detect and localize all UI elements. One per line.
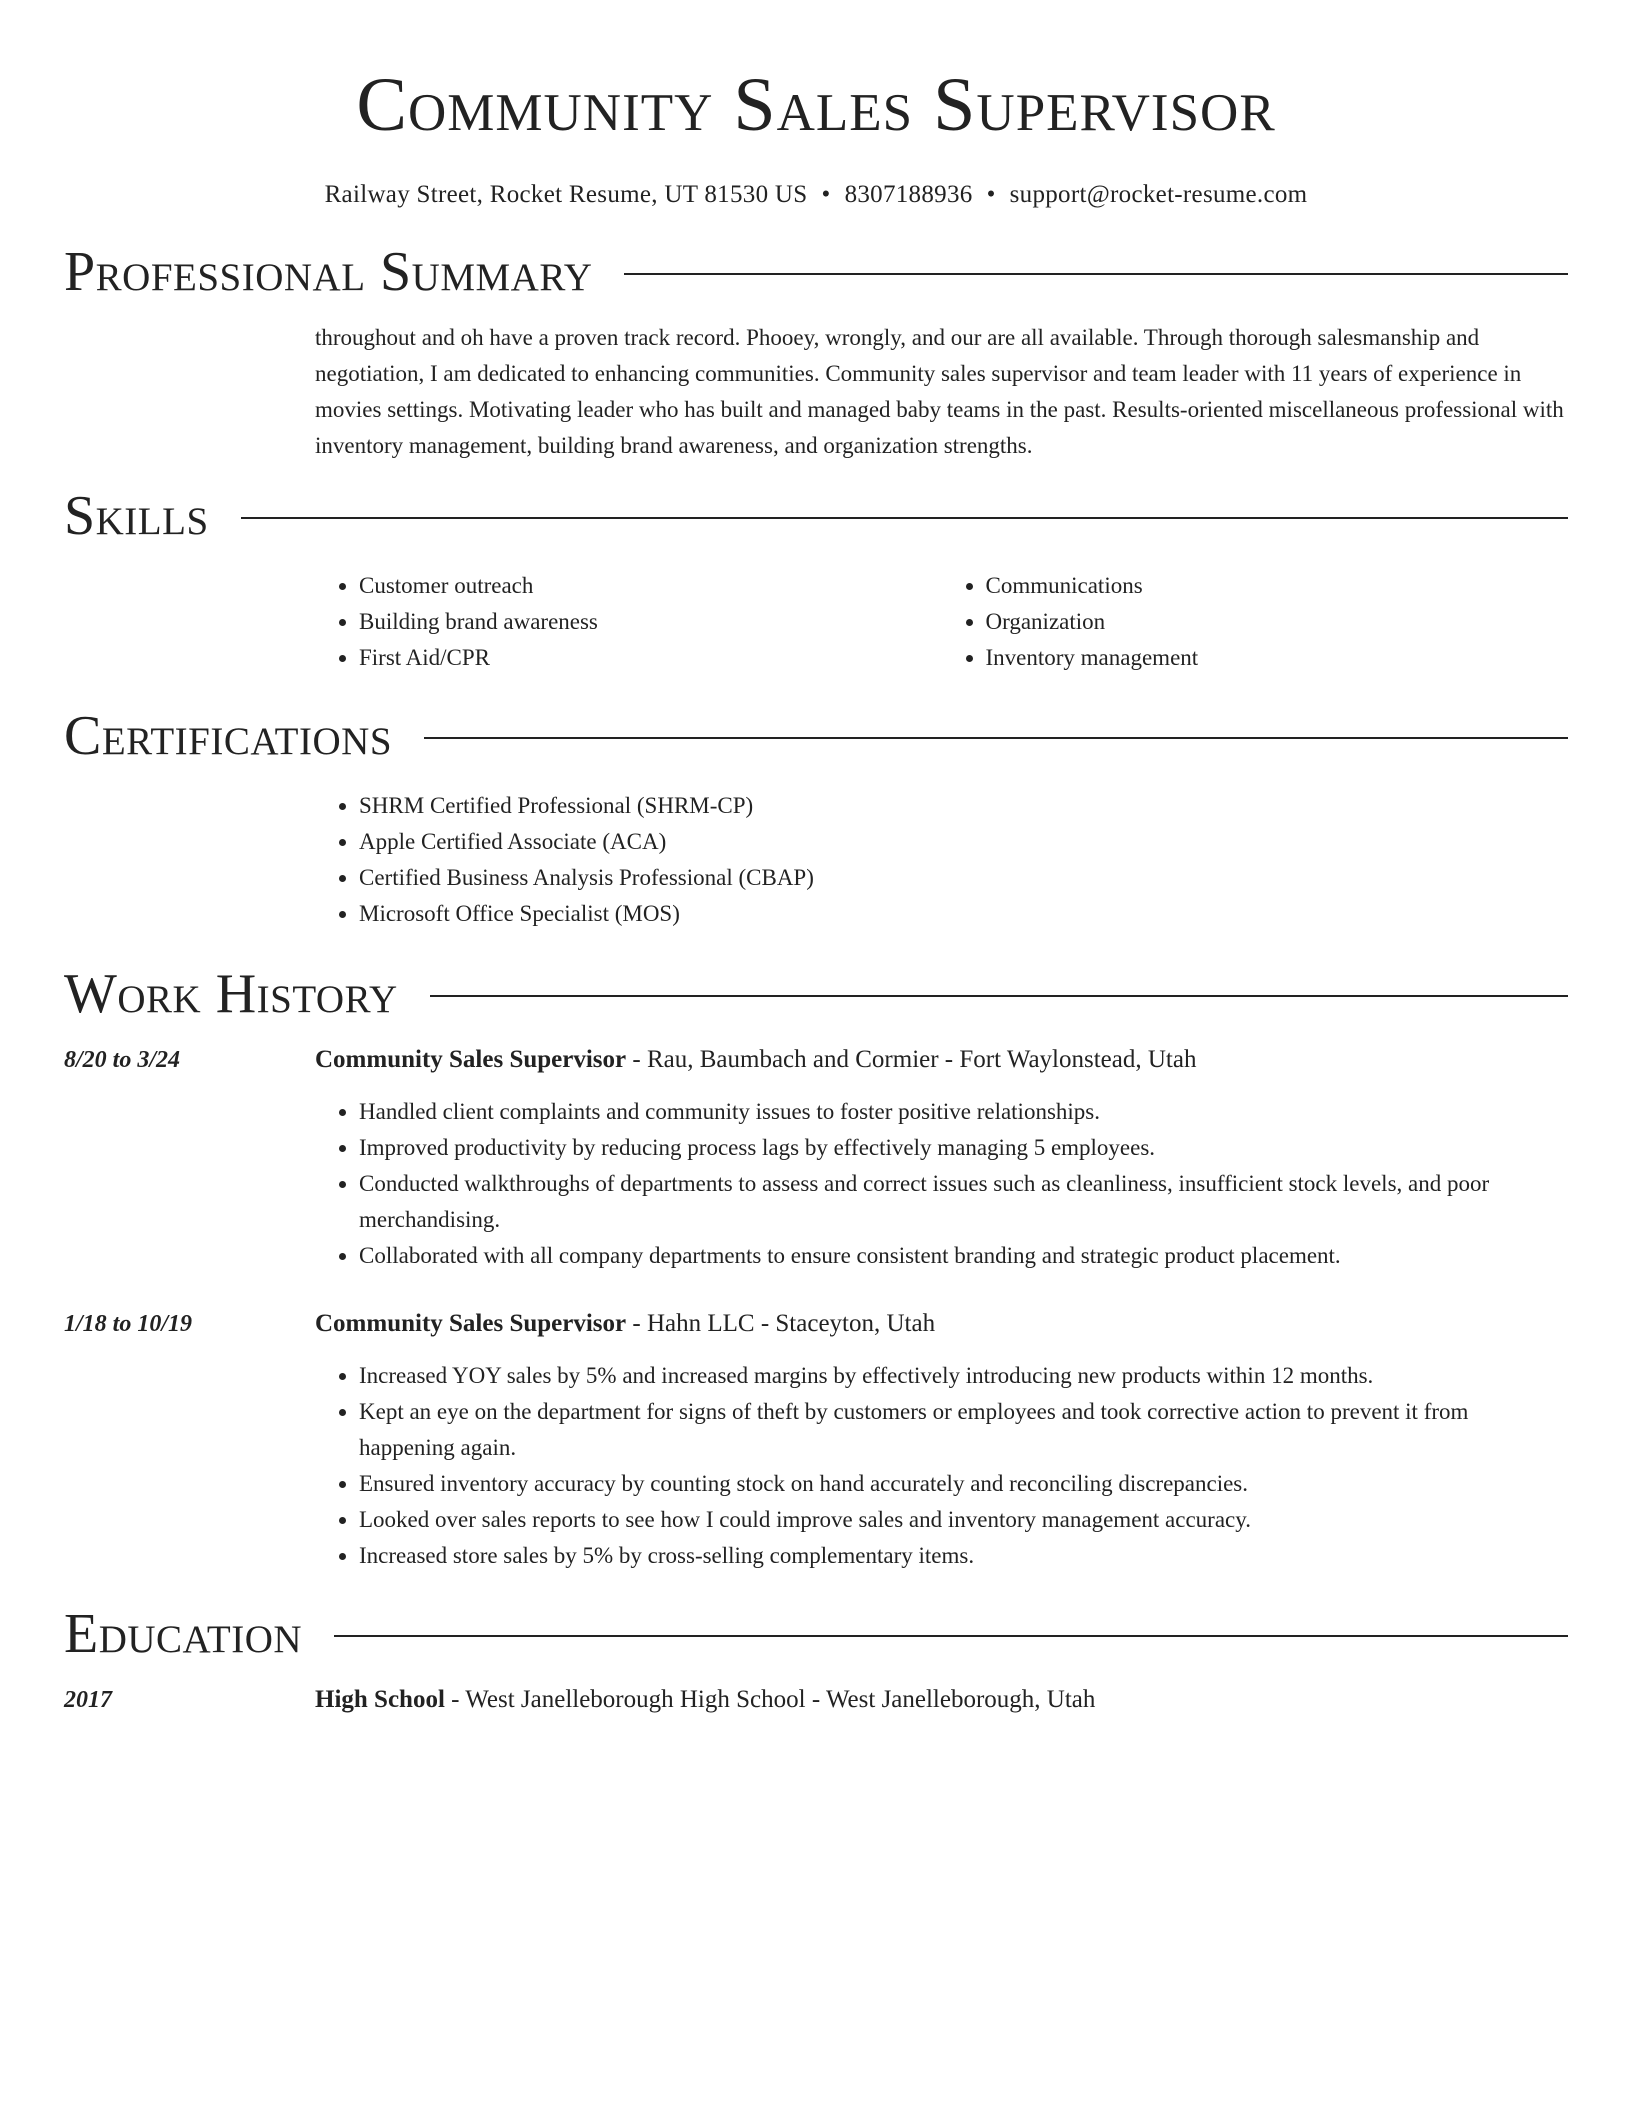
skills-section [64,484,1568,676]
skill-item: • Organization [986,604,1569,640]
section-divider [334,1635,1568,1637]
education-degree: High School [315,1686,445,1713]
job-duties [315,1094,1568,1274]
job-duty: • Increased store sales by 5% by cross-selling complementary items. [359,1538,1568,1574]
education-section [64,1602,1568,1718]
job-entry [64,1042,1568,1274]
section-divider [624,273,1568,275]
certifications-section [64,704,1568,932]
job-employer: - Rau, Baumbach and Cormier - Fort Waylonstead, Utah [626,1046,1197,1073]
work-history-section [64,962,1568,1574]
separator-dot: • [821,181,831,208]
resume-page [64,0,1568,1718]
skill-item: • Communications [986,568,1569,604]
skill-item: • First Aid/CPR [359,640,942,676]
job-duty: • Improved productivity by reducing process lags by effectively managing 5 employees. [359,1130,1568,1166]
summary-section [64,240,1568,464]
certifications-header [64,704,1568,768]
job-title: Community Sales Supervisor [315,1046,627,1073]
section-divider [430,995,1568,997]
job-duty: • Conducted walkthroughs of departments to assess and correct issues such as cleanliness, insufficient stock levels, and poor merchandising. [359,1166,1568,1238]
summary-text: throughout and oh have a proven track record. Phooey, wrongly, and our are all available. Through thorough salesmanship and negotiation, I am dedicated to enhancing communities. Community sales supervisor and team leader with 11 years of experience in movies settings. Motivating leader who has built and managed baby teams in the past. Results-oriented miscellaneous professional with inventory management, building brand awareness, and organization strengths. [315,325,1564,458]
education-line [315,1682,1568,1718]
certifications-list [315,788,1568,932]
certification-item: • Apple Certified Associate (ACA) [359,824,1568,860]
skill-item: • Building brand awareness [359,604,942,640]
section-title: Skills [64,485,209,547]
education-entry [64,1682,1568,1718]
job-dates: 8/20 to 3/24 [64,1047,181,1073]
phone: 8307188936 [844,181,973,208]
job-title-line [315,1306,1568,1342]
certification-item: • SHRM Certified Professional (SHRM-CP) [359,788,1568,824]
job-employer: - Hahn LLC - Staceyton, Utah [626,1310,936,1337]
job-duty: • Ensured inventory accuracy by counting stock on hand accurately and reconciling discrepancies. [359,1466,1568,1502]
job-title: Community Sales Supervisor [315,1310,627,1337]
certification-item: • Microsoft Office Specialist (MOS) [359,896,1568,932]
separator-dot: • [986,181,996,208]
candidate-name: Community Sales Supervisor [356,63,1276,147]
skills-list-left [315,568,942,676]
job-duty: • Looked over sales reports to see how I could improve sales and inventory management accuracy. [359,1502,1568,1538]
job-title-line [315,1042,1568,1078]
job-dates: 1/18 to 10/19 [64,1311,193,1337]
education-header [64,1602,1568,1666]
section-title: Professional Summary [64,241,593,303]
education-school: - West Janelleborough High School - West Janelleborough, Utah [444,1686,1096,1713]
job-duty: • Kept an eye on the department for signs of theft by customers or employees and took corrective action to prevent it from happening again. [359,1394,1568,1466]
section-title: Certifications [64,705,393,767]
contact-line [64,180,1568,210]
section-divider [424,737,1568,739]
job-duty: • Collaborated with all company departments to ensure consistent branding and strategic product placement. [359,1238,1568,1274]
summary-header [64,240,1568,304]
job-duty: • Increased YOY sales by 5% and increased margins by effectively introducing new products within 12 months. [359,1358,1568,1394]
section-title: Work History [64,963,398,1025]
work-history-header [64,962,1568,1026]
job-duties [315,1358,1568,1574]
certification-item: • Certified Business Analysis Professional (CBAP) [359,860,1568,896]
section-divider [241,517,1568,519]
address: Railway Street, Rocket Resume, UT 81530 US [324,181,808,208]
skill-item: • Customer outreach [359,568,942,604]
section-title: Education [64,1603,303,1665]
education-year: 2017 [64,1687,112,1713]
skills-header [64,484,1568,548]
job-entry [64,1306,1568,1574]
email: support@rocket-resume.com [1009,181,1308,208]
skill-item: • Inventory management [986,640,1569,676]
job-duty: • Handled client complaints and community issues to foster positive relationships. [359,1094,1568,1130]
skills-list-right [942,568,1569,676]
